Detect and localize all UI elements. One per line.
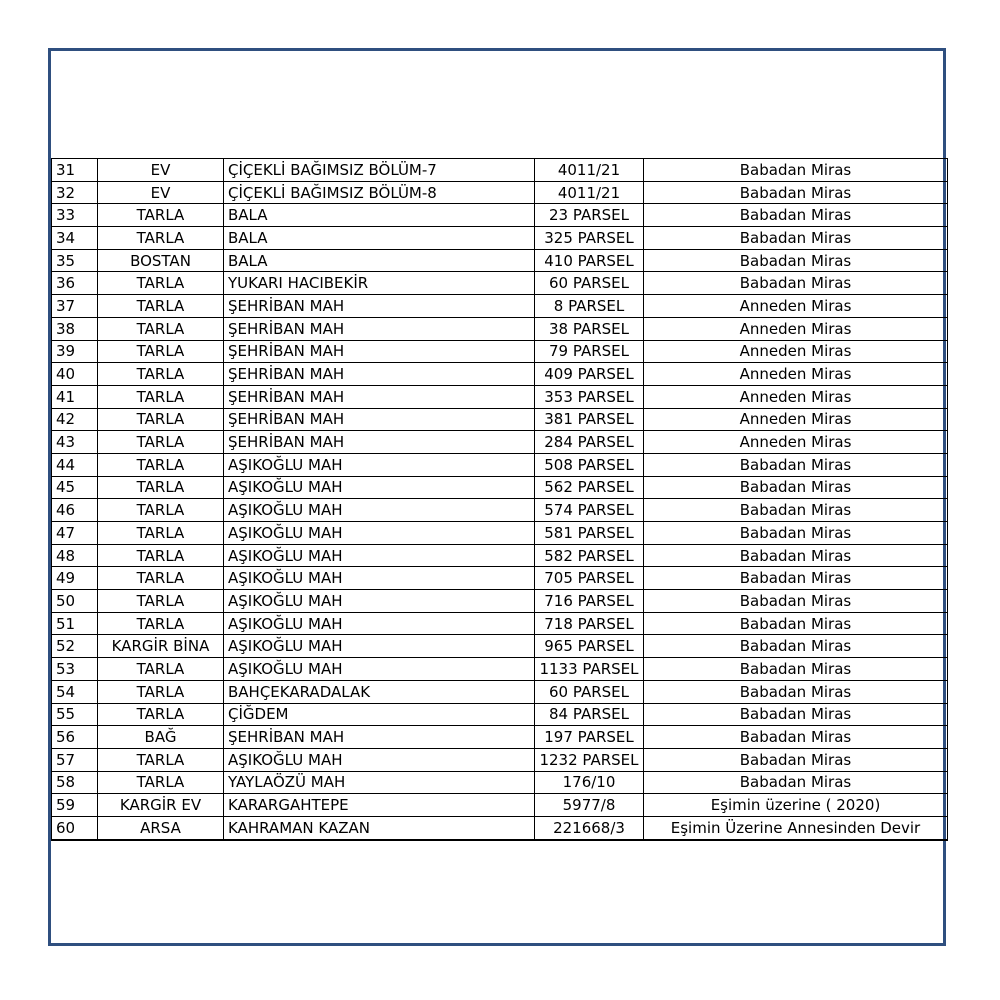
table-row	[52, 295, 948, 318]
row-number-cell: 50	[52, 590, 98, 613]
acquisition-method-cell: Babadan Miras	[644, 658, 948, 681]
parcel-number-cell: 1232 PARSEL	[535, 748, 644, 771]
property-type-cell: EV	[98, 181, 224, 204]
table-row	[52, 431, 948, 454]
property-location-cell: ŞEHRİBAN MAH	[224, 363, 535, 386]
property-location-cell: BAHÇEKARADALAK	[224, 680, 535, 703]
row-number-cell: 44	[52, 453, 98, 476]
table-row	[52, 317, 948, 340]
table-row	[52, 590, 948, 613]
parcel-number-cell: 79 PARSEL	[535, 340, 644, 363]
property-location-cell: AŞIKOĞLU MAH	[224, 658, 535, 681]
table-row	[52, 227, 948, 250]
table-row	[52, 363, 948, 386]
row-number-cell: 56	[52, 726, 98, 749]
property-location-cell: KAHRAMAN KAZAN	[224, 816, 535, 839]
property-type-cell: TARLA	[98, 590, 224, 613]
table-row	[52, 748, 948, 771]
table-row	[52, 680, 948, 703]
acquisition-method-cell: Anneden Miras	[644, 295, 948, 318]
property-type-cell: TARLA	[98, 385, 224, 408]
parcel-number-cell: 1133 PARSEL	[535, 658, 644, 681]
table-row	[52, 385, 948, 408]
parcel-number-cell: 221668/3	[535, 816, 644, 839]
property-type-cell: TARLA	[98, 612, 224, 635]
acquisition-method-cell: Babadan Miras	[644, 567, 948, 590]
property-type-cell: TARLA	[98, 567, 224, 590]
acquisition-method-cell: Anneden Miras	[644, 408, 948, 431]
acquisition-method-cell: Babadan Miras	[644, 612, 948, 635]
table-row	[52, 159, 948, 182]
row-number-cell: 34	[52, 227, 98, 250]
acquisition-method-cell: Babadan Miras	[644, 635, 948, 658]
acquisition-method-cell: Eşimin üzerine ( 2020)	[644, 794, 948, 817]
table-row	[52, 340, 948, 363]
parcel-number-cell: 705 PARSEL	[535, 567, 644, 590]
property-type-cell: BAĞ	[98, 726, 224, 749]
parcel-number-cell: 353 PARSEL	[535, 385, 644, 408]
acquisition-method-cell: Anneden Miras	[644, 385, 948, 408]
property-type-cell: TARLA	[98, 544, 224, 567]
property-location-cell: BALA	[224, 249, 535, 272]
property-location-cell: YAYLAÖZÜ MAH	[224, 771, 535, 794]
table-row	[52, 635, 948, 658]
property-location-cell: ŞEHRİBAN MAH	[224, 317, 535, 340]
property-type-cell: TARLA	[98, 431, 224, 454]
property-location-cell: AŞIKOĞLU MAH	[224, 635, 535, 658]
property-type-cell: TARLA	[98, 476, 224, 499]
row-number-cell: 48	[52, 544, 98, 567]
property-type-cell: KARGİR BİNA	[98, 635, 224, 658]
property-location-cell: ÇİÇEKLİ BAĞIMSIZ BÖLÜM-7	[224, 159, 535, 182]
property-type-cell: TARLA	[98, 295, 224, 318]
table-row	[52, 408, 948, 431]
acquisition-method-cell: Babadan Miras	[644, 181, 948, 204]
parcel-number-cell: 5977/8	[535, 794, 644, 817]
property-location-cell: BALA	[224, 227, 535, 250]
acquisition-method-cell: Babadan Miras	[644, 590, 948, 613]
parcel-number-cell: 718 PARSEL	[535, 612, 644, 635]
property-location-cell: ÇİĞDEM	[224, 703, 535, 726]
parcel-number-cell: 409 PARSEL	[535, 363, 644, 386]
table-row	[52, 181, 948, 204]
row-number-cell: 37	[52, 295, 98, 318]
parcel-number-cell: 562 PARSEL	[535, 476, 644, 499]
row-number-cell: 32	[52, 181, 98, 204]
table-row	[52, 522, 948, 545]
property-location-cell: AŞIKOĞLU MAH	[224, 522, 535, 545]
parcel-number-cell: 581 PARSEL	[535, 522, 644, 545]
property-location-cell: ŞEHRİBAN MAH	[224, 431, 535, 454]
property-type-cell: TARLA	[98, 363, 224, 386]
acquisition-method-cell: Babadan Miras	[644, 544, 948, 567]
parcel-number-cell: 4011/21	[535, 159, 644, 182]
parcel-number-cell: 965 PARSEL	[535, 635, 644, 658]
property-location-cell: ŞEHRİBAN MAH	[224, 340, 535, 363]
row-number-cell: 36	[52, 272, 98, 295]
property-type-cell: TARLA	[98, 499, 224, 522]
table-row	[52, 816, 948, 839]
property-location-cell: YUKARI HACIBEKİR	[224, 272, 535, 295]
row-number-cell: 40	[52, 363, 98, 386]
property-type-cell: ARSA	[98, 816, 224, 839]
row-number-cell: 51	[52, 612, 98, 635]
property-location-cell: KARARGAHTEPE	[224, 794, 535, 817]
row-number-cell: 39	[52, 340, 98, 363]
parcel-number-cell: 508 PARSEL	[535, 453, 644, 476]
parcel-number-cell: 84 PARSEL	[535, 703, 644, 726]
property-location-cell: AŞIKOĞLU MAH	[224, 567, 535, 590]
row-number-cell: 43	[52, 431, 98, 454]
acquisition-method-cell: Babadan Miras	[644, 272, 948, 295]
table-row	[52, 612, 948, 635]
property-table	[51, 158, 948, 841]
property-location-cell: BALA	[224, 204, 535, 227]
parcel-number-cell: 574 PARSEL	[535, 499, 644, 522]
property-type-cell: TARLA	[98, 703, 224, 726]
row-number-cell: 49	[52, 567, 98, 590]
acquisition-method-cell: Eşimin Üzerine Annesinden Devir	[644, 816, 948, 839]
parcel-number-cell: 716 PARSEL	[535, 590, 644, 613]
acquisition-method-cell: Anneden Miras	[644, 317, 948, 340]
parcel-number-cell: 325 PARSEL	[535, 227, 644, 250]
parcel-number-cell: 8 PARSEL	[535, 295, 644, 318]
row-number-cell: 41	[52, 385, 98, 408]
table-body	[52, 159, 948, 840]
table-row	[52, 272, 948, 295]
parcel-number-cell: 582 PARSEL	[535, 544, 644, 567]
parcel-number-cell: 381 PARSEL	[535, 408, 644, 431]
table-row	[52, 703, 948, 726]
parcel-number-cell: 284 PARSEL	[535, 431, 644, 454]
acquisition-method-cell: Babadan Miras	[644, 748, 948, 771]
property-location-cell: AŞIKOĞLU MAH	[224, 453, 535, 476]
property-location-cell: ÇİÇEKLİ BAĞIMSIZ BÖLÜM-8	[224, 181, 535, 204]
row-number-cell: 58	[52, 771, 98, 794]
acquisition-method-cell: Babadan Miras	[644, 771, 948, 794]
table-row	[52, 544, 948, 567]
table-row	[52, 476, 948, 499]
acquisition-method-cell: Babadan Miras	[644, 476, 948, 499]
acquisition-method-cell: Babadan Miras	[644, 726, 948, 749]
property-location-cell: AŞIKOĞLU MAH	[224, 499, 535, 522]
row-number-cell: 31	[52, 159, 98, 182]
table-row	[52, 794, 948, 817]
acquisition-method-cell: Babadan Miras	[644, 453, 948, 476]
row-number-cell: 35	[52, 249, 98, 272]
row-number-cell: 53	[52, 658, 98, 681]
property-location-cell: AŞIKOĞLU MAH	[224, 612, 535, 635]
acquisition-method-cell: Anneden Miras	[644, 431, 948, 454]
acquisition-method-cell: Babadan Miras	[644, 680, 948, 703]
row-number-cell: 55	[52, 703, 98, 726]
row-number-cell: 52	[52, 635, 98, 658]
property-location-cell: ŞEHRİBAN MAH	[224, 385, 535, 408]
table-row	[52, 204, 948, 227]
property-type-cell: TARLA	[98, 340, 224, 363]
row-number-cell: 47	[52, 522, 98, 545]
row-number-cell: 57	[52, 748, 98, 771]
property-location-cell: AŞIKOĞLU MAH	[224, 748, 535, 771]
parcel-number-cell: 23 PARSEL	[535, 204, 644, 227]
parcel-number-cell: 60 PARSEL	[535, 680, 644, 703]
table-row	[52, 567, 948, 590]
property-type-cell: TARLA	[98, 204, 224, 227]
row-number-cell: 59	[52, 794, 98, 817]
property-location-cell: AŞIKOĞLU MAH	[224, 544, 535, 567]
parcel-number-cell: 4011/21	[535, 181, 644, 204]
property-type-cell: BOSTAN	[98, 249, 224, 272]
property-location-cell: ŞEHRİBAN MAH	[224, 295, 535, 318]
acquisition-method-cell: Babadan Miras	[644, 227, 948, 250]
acquisition-method-cell: Babadan Miras	[644, 522, 948, 545]
row-number-cell: 45	[52, 476, 98, 499]
property-type-cell: TARLA	[98, 272, 224, 295]
acquisition-method-cell: Babadan Miras	[644, 159, 948, 182]
table-row	[52, 499, 948, 522]
property-type-cell: EV	[98, 159, 224, 182]
acquisition-method-cell: Babadan Miras	[644, 249, 948, 272]
property-location-cell: AŞIKOĞLU MAH	[224, 476, 535, 499]
table-row	[52, 658, 948, 681]
table-row	[52, 771, 948, 794]
property-type-cell: TARLA	[98, 227, 224, 250]
acquisition-method-cell: Babadan Miras	[644, 204, 948, 227]
acquisition-method-cell: Babadan Miras	[644, 499, 948, 522]
property-type-cell: TARLA	[98, 408, 224, 431]
parcel-number-cell: 197 PARSEL	[535, 726, 644, 749]
parcel-number-cell: 176/10	[535, 771, 644, 794]
acquisition-method-cell: Babadan Miras	[644, 703, 948, 726]
parcel-number-cell: 38 PARSEL	[535, 317, 644, 340]
property-type-cell: TARLA	[98, 771, 224, 794]
parcel-number-cell: 60 PARSEL	[535, 272, 644, 295]
property-location-cell: ŞEHRİBAN MAH	[224, 726, 535, 749]
property-type-cell: KARGİR EV	[98, 794, 224, 817]
table-row	[52, 249, 948, 272]
acquisition-method-cell: Anneden Miras	[644, 363, 948, 386]
row-number-cell: 33	[52, 204, 98, 227]
row-number-cell: 60	[52, 816, 98, 839]
row-number-cell: 38	[52, 317, 98, 340]
row-number-cell: 46	[52, 499, 98, 522]
property-type-cell: TARLA	[98, 317, 224, 340]
property-location-cell: AŞIKOĞLU MAH	[224, 590, 535, 613]
property-type-cell: TARLA	[98, 680, 224, 703]
acquisition-method-cell: Anneden Miras	[644, 340, 948, 363]
row-number-cell: 42	[52, 408, 98, 431]
property-type-cell: TARLA	[98, 453, 224, 476]
property-type-cell: TARLA	[98, 658, 224, 681]
property-type-cell: TARLA	[98, 748, 224, 771]
parcel-number-cell: 410 PARSEL	[535, 249, 644, 272]
row-number-cell: 54	[52, 680, 98, 703]
table-row	[52, 726, 948, 749]
property-location-cell: ŞEHRİBAN MAH	[224, 408, 535, 431]
table-row	[52, 453, 948, 476]
property-type-cell: TARLA	[98, 522, 224, 545]
